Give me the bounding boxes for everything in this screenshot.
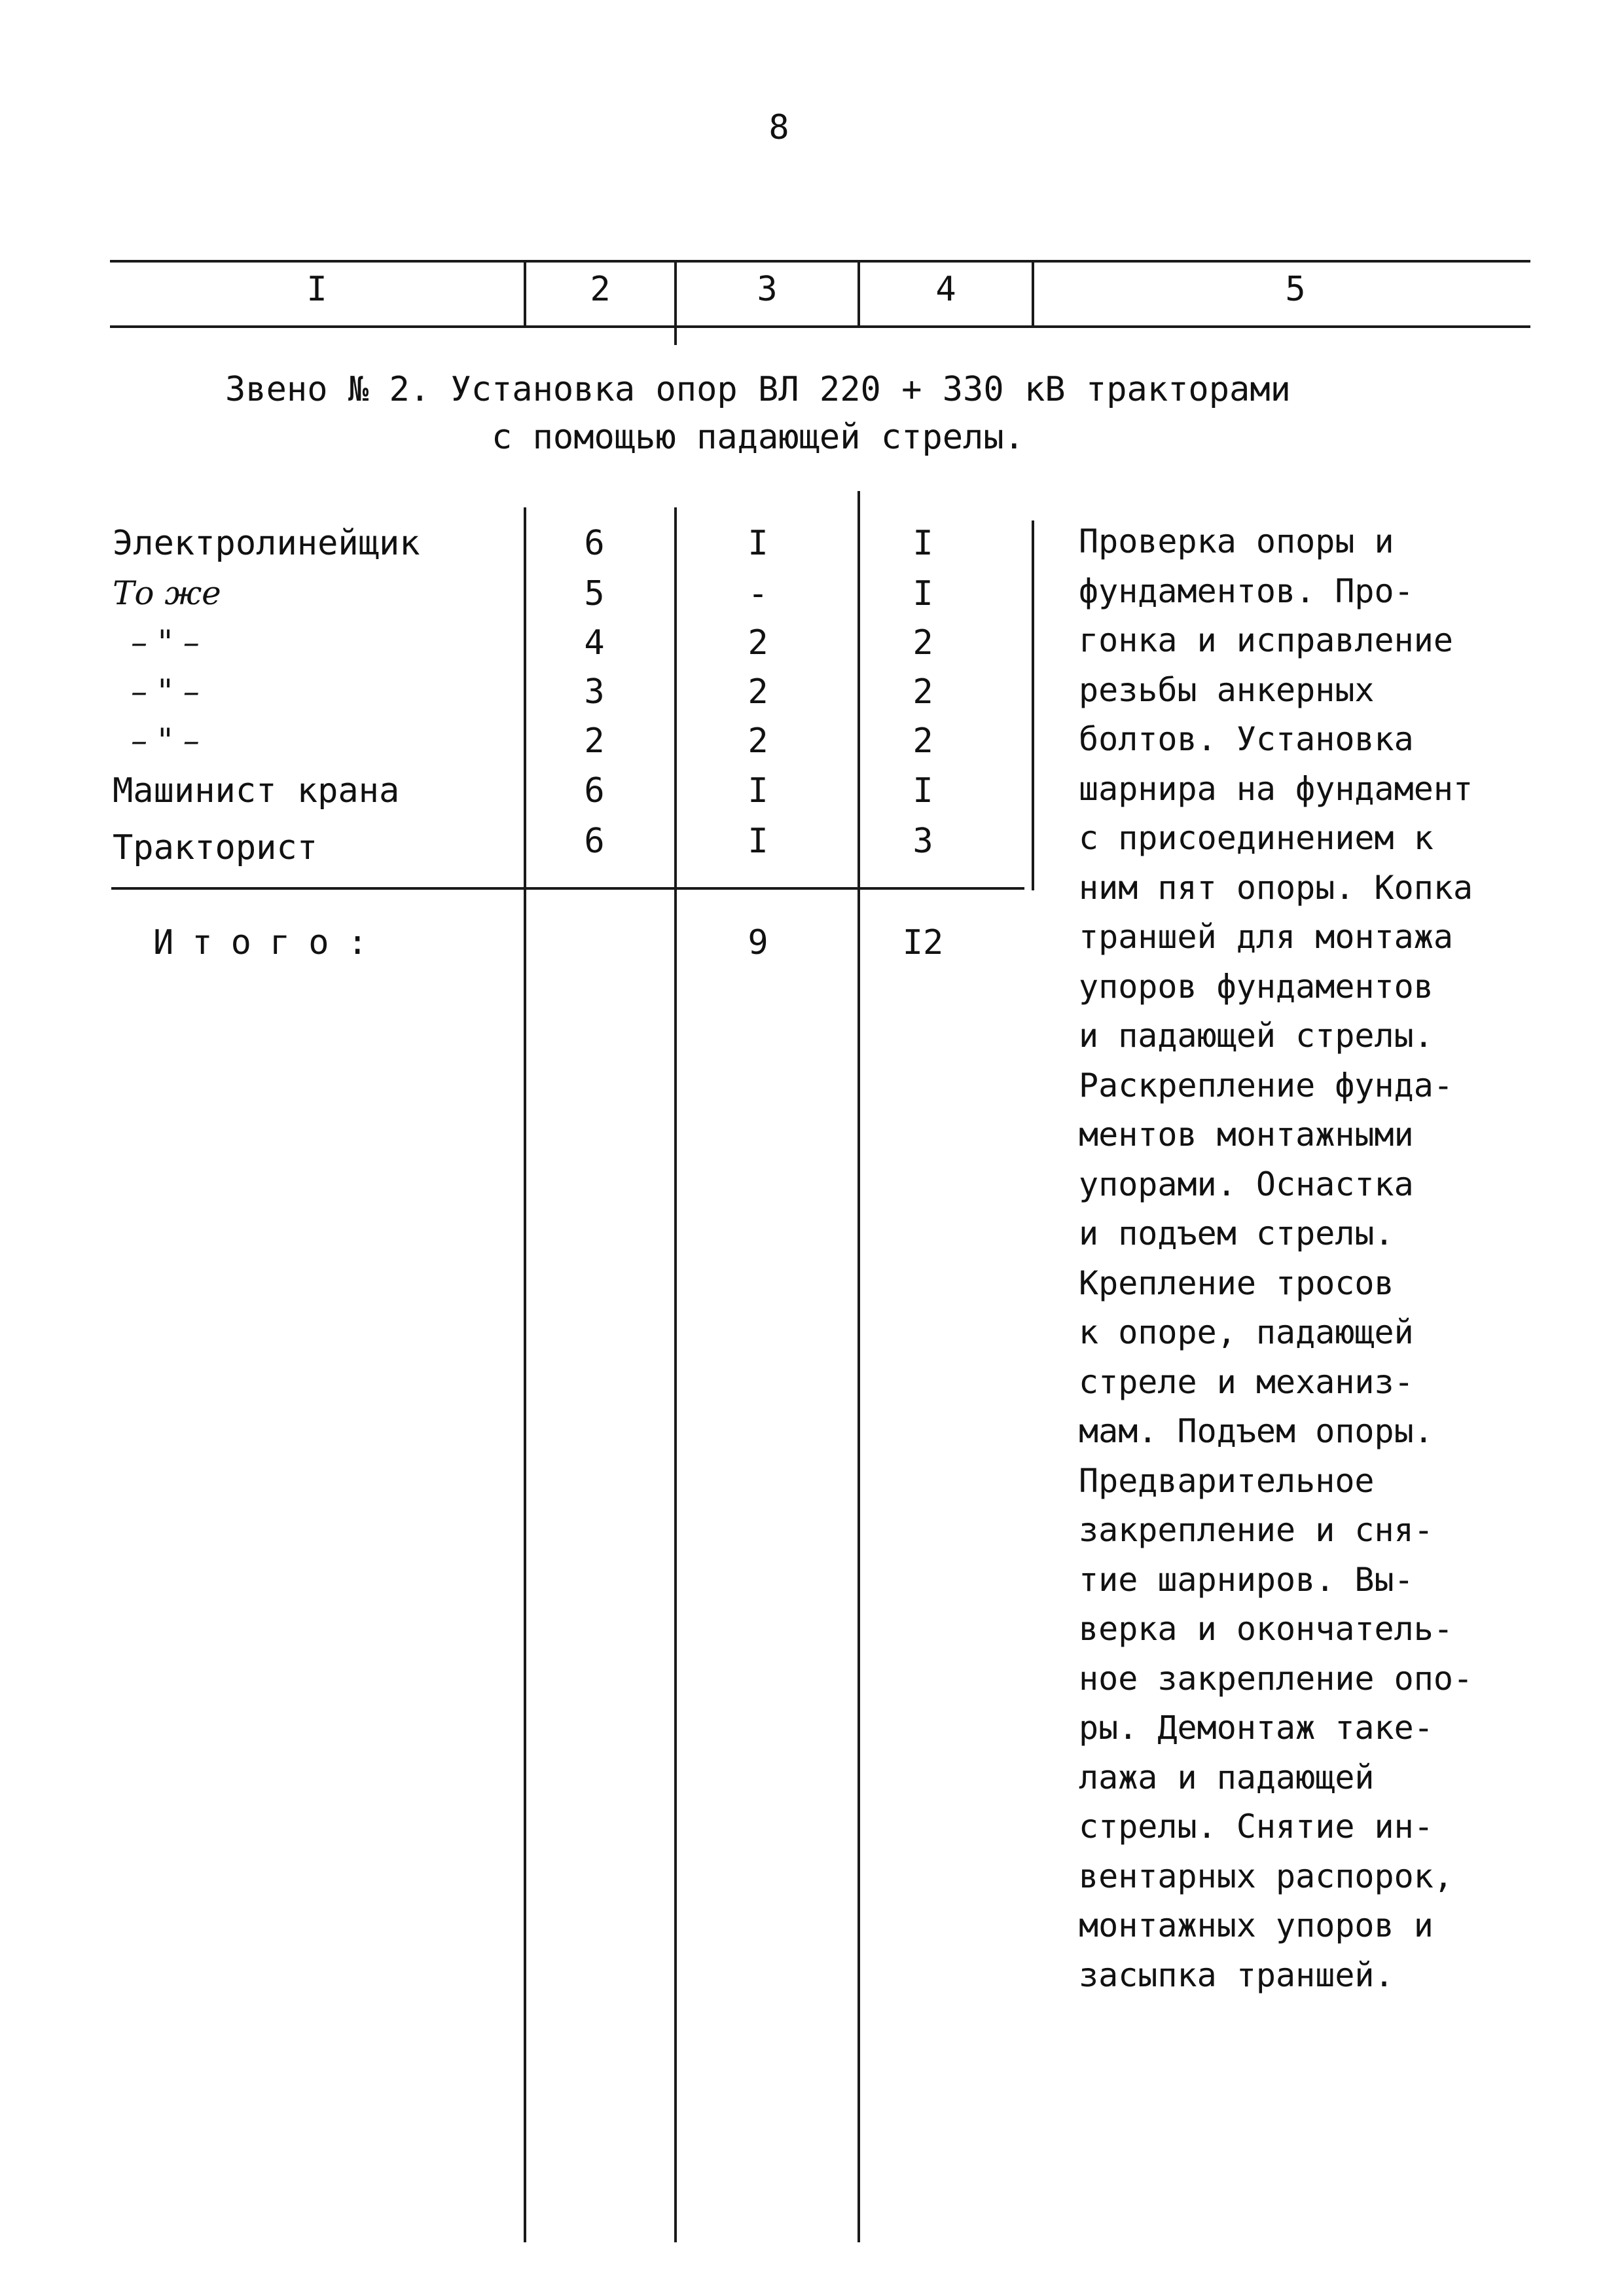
header-col-2: 2 (590, 270, 611, 309)
description-line: Предварительное (1079, 1461, 1375, 1500)
row-label-7: Тракторист (113, 828, 318, 867)
row-2-col-3: - (748, 574, 768, 613)
row-4-col-2: 3 (584, 672, 605, 712)
row-6-col-4: I (912, 771, 933, 811)
row-7-col-3: I (748, 822, 768, 861)
totals-rule (111, 887, 1024, 890)
row-4-col-4: 2 (912, 672, 933, 712)
total-col-3: 9 (748, 923, 768, 962)
row-1-col-2: 6 (584, 524, 605, 563)
row-label-2: То же (113, 574, 221, 612)
description-line: ментов монтажными (1079, 1116, 1414, 1154)
row-6-col-3: I (748, 771, 768, 811)
row-1-col-3: I (748, 524, 768, 563)
description-line: вентарных распорок, (1079, 1857, 1453, 1895)
row-5-col-2: 2 (584, 721, 605, 761)
description-line: с присоединением к (1079, 819, 1434, 857)
description-line: и падающей стрелы. (1079, 1017, 1434, 1055)
row-7-col-2: 6 (584, 822, 605, 861)
description-line: к опоре, падающей (1079, 1313, 1414, 1351)
row-4-col-3: 2 (748, 672, 768, 712)
page-number: 8 (768, 108, 789, 147)
total-col-4: I2 (902, 923, 944, 962)
description-line: ним пят опоры. Копка (1079, 868, 1473, 907)
row-3-col-4: 2 (912, 623, 933, 663)
description-line: болтов. Установка (1079, 720, 1414, 758)
description-line: упорами. Оснастка (1079, 1165, 1414, 1203)
row-2-col-2: 5 (584, 574, 605, 613)
row-6-col-2: 6 (584, 771, 605, 811)
body-sep-4 (1032, 520, 1034, 890)
header-sep-2 (674, 260, 677, 345)
row-label-5: – " – (131, 721, 200, 759)
row-label-1: Электролинейщик (113, 524, 420, 563)
description-line: и подъем стрелы. (1079, 1214, 1394, 1252)
total-label: Итого: (153, 923, 386, 962)
description-line: верка и окончатель- (1079, 1610, 1453, 1648)
header-col-1: I (306, 270, 327, 309)
header-top-rule (110, 260, 1530, 263)
row-5-col-3: 2 (748, 721, 768, 761)
description-line: монтажных упоров и (1079, 1906, 1434, 1944)
description-line: закрепление и сня- (1079, 1511, 1434, 1549)
description-line: засыпка траншей. (1079, 1956, 1394, 1994)
description-line: упоров фундаментов (1079, 967, 1434, 1006)
description-line: стрелы. Снятие ин- (1079, 1808, 1434, 1846)
header-col-5: 5 (1285, 270, 1306, 309)
description-line: резьбы анкерных (1079, 670, 1375, 709)
description-line: траншей для монтажа (1079, 918, 1453, 956)
header-sep-1 (524, 260, 526, 328)
description-line: ное закрепление опо- (1079, 1659, 1473, 1698)
description-line: Раскрепление фунда- (1079, 1066, 1453, 1104)
row-7-col-4: 3 (912, 822, 933, 861)
header-col-3: 3 (757, 270, 778, 309)
description-line: мам. Подъем опоры. (1079, 1412, 1434, 1450)
header-sep-4 (1032, 260, 1034, 328)
row-label-3: – " – (131, 623, 200, 661)
description-line: тие шарниров. Вы- (1079, 1560, 1414, 1599)
description-line: ры. Демонтаж таке- (1079, 1709, 1434, 1747)
body-sep-2 (674, 507, 677, 2242)
body-sep-3 (857, 491, 860, 2242)
description-line: шарнира на фундамент (1079, 769, 1473, 808)
body-sep-1 (524, 507, 526, 2242)
description-line: лажа и падающей (1079, 1758, 1375, 1796)
description-line: фундаментов. Про- (1079, 572, 1414, 610)
description-line: стреле и механиз- (1079, 1362, 1414, 1401)
row-3-col-2: 4 (584, 623, 605, 663)
header-col-4: 4 (935, 270, 956, 309)
header-bottom-rule (110, 325, 1530, 328)
description-line: Проверка опоры и (1079, 522, 1394, 560)
section-title-line2: с помощью падающей стрелы. (492, 418, 1024, 457)
work-description (1079, 517, 1576, 2000)
row-3-col-3: 2 (748, 623, 768, 663)
row-5-col-4: 2 (912, 721, 933, 761)
description-line: гонка и исправление (1079, 621, 1453, 659)
description-line: Крепление тросов (1079, 1264, 1394, 1302)
row-label-4: – " – (131, 672, 200, 710)
section-title-line1: Звено № 2. Установка опор ВЛ 220 + 330 кВ тракторами (225, 370, 1291, 409)
row-1-col-4: I (912, 524, 933, 563)
header-sep-3 (857, 260, 860, 328)
row-label-6: Машинист крана (113, 771, 400, 811)
row-2-col-4: I (912, 574, 933, 613)
